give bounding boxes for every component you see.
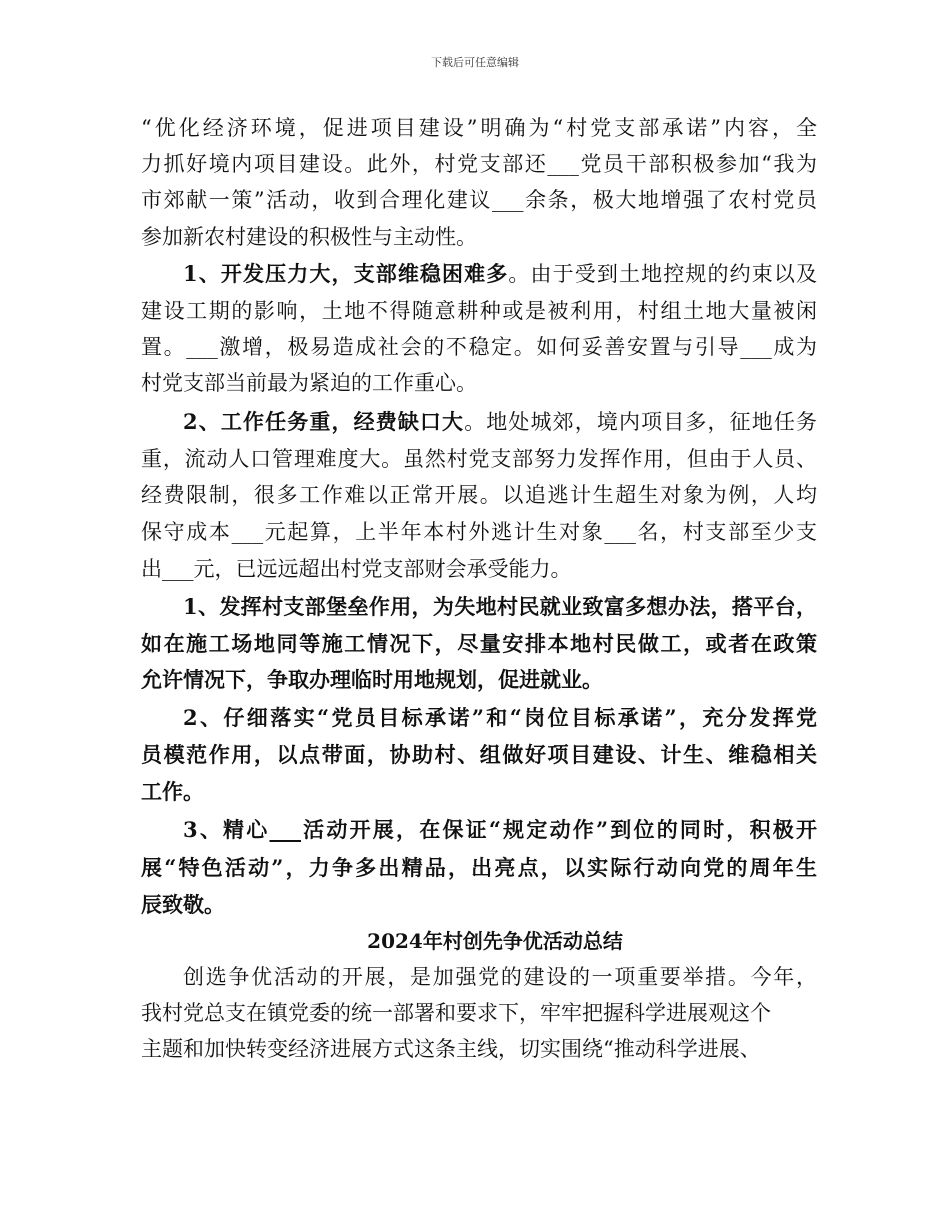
text-line	[141, 222, 477, 252]
text-line	[183, 259, 817, 289]
bold-text: 3、精心___活动开展，在保证“规定动作”到位的同时，积极开	[183, 817, 817, 842]
text-segment: 保守成本___元起算，上半年本村外逃计生对象___名，村支部至少支	[141, 520, 817, 544]
bold-text: 允许情况下，争取办理临时用地规划，促进就业。	[141, 667, 603, 692]
text-line	[141, 665, 603, 695]
text-segment: 创选争优活动的开展，是加强党的建设的一项重要举措。今年，	[183, 965, 817, 989]
text-segment: 力抓好境内项目建设。此外，村党支部还___党员干部积极参加“我为	[141, 152, 817, 176]
bold-text: 1、发挥村支部堡垒作用，为失地村民就业致富多想办法，搭平台，	[183, 594, 817, 619]
text-segment: 出___元，已远远超出村党支部财会承受能力。	[141, 557, 572, 581]
text-line	[141, 332, 817, 362]
text-line	[141, 853, 817, 883]
bold-text: 展“特色活动”，力争多出精品，出亮点，以实际行动向党的周年生	[141, 855, 817, 880]
text-line	[183, 592, 817, 622]
bold-text: 2、仔细落实“党员目标承诺”和“岗位目标承诺”，充分发挥党	[183, 705, 817, 730]
text-segment: 我村党总支在镇党委的统一部署和要求下，牢牢把握科学进展观这个	[141, 1001, 771, 1025]
text-segment: 市郊献一策”活动，收到合理化建议___余条，极大地增强了农村党员	[141, 188, 817, 212]
bold-text: 如在施工场地同等施工情况下，尽量安排本地村民做工，或者在政策	[141, 631, 817, 656]
text-line	[141, 517, 817, 547]
text-segment: 重，流动人口管理难度大。虽然村党支部努力发挥作用，但由于人员、	[141, 447, 817, 471]
text-segment: 置。___激增，极易造成社会的不稳定。如何妥善安置与引导___成为	[141, 335, 817, 359]
bold-text: 工作。	[141, 779, 204, 804]
text-segment: “优化经济环境，促进项目建设”明确为“村党支部承诺”内容，全	[141, 116, 817, 140]
text-segment: 主题和加快转变经济进展方式这条主线，切实围绕“推动科学进展、	[141, 1037, 761, 1061]
text-line	[141, 554, 572, 584]
bold-text: 2、工作任务重，经费缺口大	[183, 409, 465, 434]
text-segment: 村党支部当前最为紧迫的工作重心。	[141, 371, 477, 395]
text-line	[141, 629, 817, 659]
text-line	[141, 296, 817, 326]
text-line	[141, 998, 771, 1028]
text-segment: 参加新农村建设的积极性与主动性。	[141, 225, 477, 249]
text-line	[141, 1034, 761, 1064]
text-line	[141, 113, 817, 143]
text-line	[183, 962, 817, 992]
text-line	[183, 815, 817, 845]
page-header: 下载后可任意编辑	[431, 56, 519, 69]
text-line	[183, 407, 817, 437]
section-title: 2024年村创先争优活动总结	[367, 929, 623, 953]
text-line	[183, 703, 817, 733]
text-line	[141, 368, 477, 398]
bold-text: 辰致敬。	[141, 892, 225, 917]
text-line	[141, 740, 817, 770]
text-line	[141, 777, 204, 807]
text-line	[141, 185, 817, 215]
text-segment: 建设工期的影响，土地不得随意耕种或是被利用，村组土地大量被闲	[141, 299, 817, 323]
text-segment: 。地处城郊，境内项目多，征地任务	[464, 410, 817, 434]
bold-text: 1、开发压力大，支部维稳困难多	[183, 261, 509, 286]
text-line	[141, 149, 817, 179]
text-line	[141, 480, 817, 510]
text-segment: 。由于受到土地控规的约束以及	[508, 262, 817, 286]
bold-text: 员模范作用，以点带面，协助村、组做好项目建设、计生、维稳相关	[141, 742, 817, 767]
text-segment: 经费限制，很多工作难以正常开展。以追逃计生超生对象为例，人均	[141, 483, 817, 507]
text-line	[141, 890, 225, 920]
text-line	[141, 444, 817, 474]
